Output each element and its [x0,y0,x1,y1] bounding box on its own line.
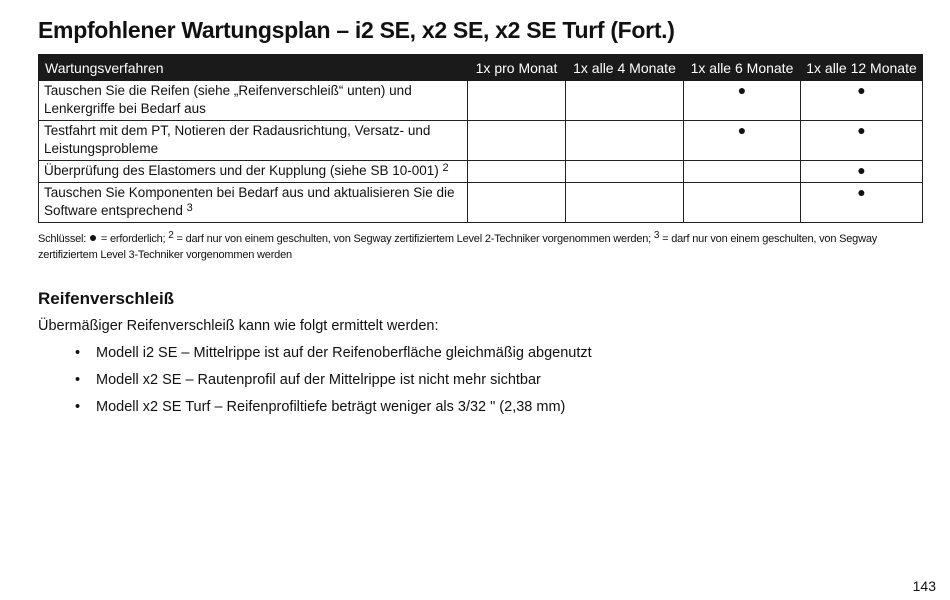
footnote-marker: 3 [186,202,193,214]
key-footnote-2-marker: 2 [168,230,174,241]
mark-cell-monthly [468,183,566,223]
header-every-6-months: 1x alle 6 Monate [684,55,801,81]
procedure-cell [39,161,468,183]
tire-wear-intro: Übermäßiger Reifenverschleiß kann wie folgt ermittelt werden: [38,318,439,334]
key-footnote-3-text: = darf nur von einem geschulten, von Segway zertifiziertem Level 3-Techniker vorgenommen werden [38,233,878,261]
list-item-text: Modell x2 SE – Rautenprofil auf der Mittelrippe ist nicht mehr sichtbar [96,372,541,388]
mark-cell-every-4 [566,81,684,121]
page-number: 143 [912,578,936,594]
list-item-text: Modell i2 SE – Mittelrippe ist auf der Reifenoberfläche gleichmäßig abgenutzt [96,345,592,361]
mark-cell-every-6 [684,183,801,223]
list-item [38,363,592,390]
header-every-4-months: 1x alle 4 Monate [566,55,684,81]
procedure-text: Tauschen Sie die Reifen (siehe „Reifenverschleiß“ unten) und Lenkergriffe bei Bedarf aus [44,83,412,116]
mark-cell-every-12 [801,161,923,183]
header-procedure: Wartungsverfahren [39,55,468,81]
procedure-text: Überprüfung des Elastomers und der Kupplung (siehe SB 10-001) [44,163,439,178]
table-row [39,183,923,223]
table-row [39,121,923,161]
bullet-icon: • [75,345,81,361]
procedure-cell [39,121,468,161]
mark-cell-every-4 [566,183,684,223]
header-monthly: 1x pro Monat [468,55,566,81]
key-footnote-2-text: = darf nur von einem geschulten, von Segway zertifiziertem Level 2-Techniker vorgenommen werden; [176,233,652,245]
mark-cell-every-6 [684,161,801,183]
tire-wear-heading: Reifenverschleiß [38,289,175,308]
maintenance-schedule-table [38,54,923,223]
table-header-row [39,55,923,81]
mark-every-6: ● [737,122,747,138]
tire-wear-list [38,336,592,417]
mark-cell-every-12 [801,183,923,223]
table-row [39,161,923,183]
key-label: Schlüssel: [38,233,87,245]
mark-cell-every-4 [566,161,684,183]
mark-cell-every-6 [684,81,801,121]
procedure-cell [39,183,468,223]
header-every-12-months: 1x alle 12 Monate [801,55,923,81]
mark-cell-monthly [468,121,566,161]
procedure-cell [39,81,468,121]
table-key-legend [38,231,930,263]
mark-cell-every-6 [684,121,801,161]
mark-cell-every-12 [801,81,923,121]
procedure-text: Tauschen Sie Komponenten bei Bedarf aus und aktualisieren Sie die Software entsprechend [44,185,455,218]
page-title: Empfohlener Wartungsplan – i2 SE, x2 SE, x2 SE Turf (Fort.) [38,17,675,43]
mark-cell-monthly [468,81,566,121]
list-item [38,390,592,417]
mark-every-12: ● [857,82,866,98]
bullet-icon: • [75,399,81,415]
mark-cell-monthly [468,161,566,183]
key-footnote-3-marker: 3 [653,230,660,241]
footnote-marker: 2 [442,162,449,174]
mark-every-12: ● [857,184,866,200]
bullet-icon: • [75,372,81,388]
mark-every-6: ● [737,82,747,98]
mark-every-12: ● [857,122,866,138]
procedure-text: Testfahrt mit dem PT, Notieren der Radausrichtung, Versatz- und Leistungsprobleme [44,123,431,156]
table-row [39,81,923,121]
mark-cell-every-4 [566,121,684,161]
mark-every-12: ● [857,162,866,178]
list-item [38,336,592,363]
mark-cell-every-12 [801,121,923,161]
list-item-text: Modell x2 SE Turf – Reifenprofiltiefe beträgt weniger als 3/32 " (2,38 mm) [96,399,566,415]
key-required: = erforderlich; [100,233,166,245]
required-dot-icon [90,235,96,241]
